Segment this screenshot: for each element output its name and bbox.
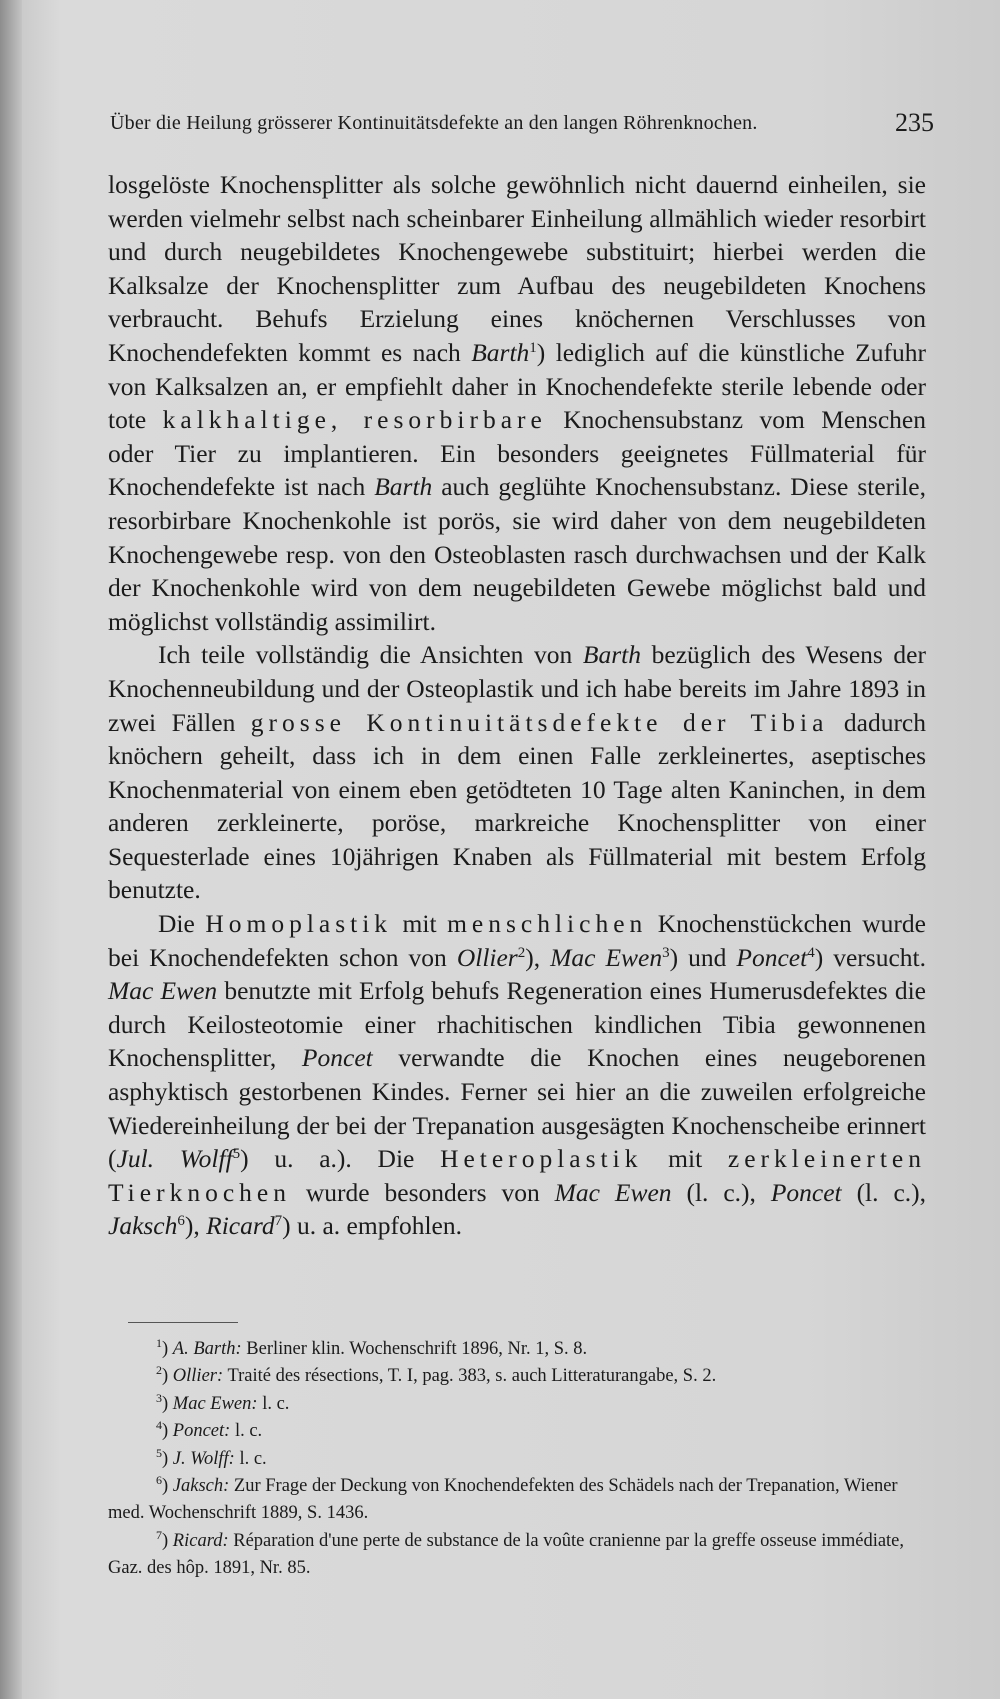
footnote-mark: 3 xyxy=(156,1390,162,1405)
emphasis-spaced: Heteroplastik xyxy=(440,1144,643,1174)
author-name: Poncet xyxy=(301,1043,373,1073)
author-name: Barth xyxy=(582,640,642,670)
binding-edge xyxy=(0,0,22,1699)
footnote-mark: 1 xyxy=(156,1336,162,1350)
text-run: (l. c.), xyxy=(841,1177,927,1207)
author-name: Mac Ewen xyxy=(550,942,663,972)
text-run: losgelöste Knochensplitter als solche gewöhnlich nicht dauernd einheilen, sie werden vielmehr selbst nach scheinbarer Einheilung allmählich wieder resorbirt und durch neugebildetes Knochengewebe substituirt; hierbei werden die Kalksalze der Knochensplitter zum Aufbau des neugebildeten Knochens verbraucht. Behufs Erzielung eines knöchernen Verschlusses von Knochendefekten kommt es nach xyxy=(108,170,926,367)
author-name: Barth xyxy=(471,337,530,367)
footnote-ref: 2 xyxy=(517,944,526,961)
page-number: 235 xyxy=(895,108,934,137)
paragraph-3 xyxy=(108,907,926,1243)
footnote-author: Mac Ewen: xyxy=(172,1393,258,1414)
text-run: ) versucht. xyxy=(814,942,926,972)
footnote-text: Traité des résections, T. I, pag. 383, s. auch Litteraturangabe, S. 2. xyxy=(223,1366,717,1387)
footnote-text: l. c. xyxy=(257,1393,290,1414)
text-run: bezüglich des Wesens der Knochenneubildung und der Osteoplastik und ich habe bereits im Jahre 1893 in zwei Fällen xyxy=(108,640,926,737)
text-run: Knochenstückchen wurde bei Knochendefekten schon von xyxy=(108,909,926,972)
text-run: Die xyxy=(158,909,206,939)
emphasis-spaced: kalkhaltige, resorbirbare xyxy=(162,405,547,435)
author-name: Ricard xyxy=(206,1211,275,1241)
text-run: wurde besonders von xyxy=(290,1177,555,1207)
footnote-ref: 1 xyxy=(529,339,537,356)
text-run: dadurch knöchern geheilt, dass ich in dem einen Falle zerkleinertes, aseptisches Knochenmaterial von einem eben getödteten 10 Tage alten Kaninchen, in dem anderen zerkleinerte, poröse, markreiche Knochensplitter von einer Sequesterlade eines 10jährigen Knaben als Füllmaterial mit bestem Erfolg benutzte. xyxy=(108,707,926,905)
text-run: auch geglühte Knochensubstanz. Diese sterile, resorbirbare Knochenkohle ist porös, sie wird daher von dem neugebildeten Knochengewebe resp. von den Osteoblasten rasch durchwachsen und der Kalk der Knochenkohle wird von dem neugebildeten Gewebe möglichst bald und möglichst vollständig assimilirt. xyxy=(108,472,926,636)
footnote-text: Réparation d'une perte de substance de la voûte cranienne par la greffe osseuse immédiate, Gaz. des hôp. 1891, Nr. 85. xyxy=(108,1530,905,1579)
text-run: benutzte mit Erfolg behufs Regeneration eines Humerusdefektes die durch Keilosteotomie einer rhachitischen kindlichen Tibia gewonnenen Knochensplitter, xyxy=(108,976,926,1073)
emphasis-spaced: Homoplastik xyxy=(205,909,393,939)
footnote-author: Ricard: xyxy=(172,1530,229,1551)
footnote-mark: 2 xyxy=(156,1363,162,1378)
author-name: Jul. Wolff xyxy=(116,1144,233,1174)
paragraph-1 xyxy=(108,168,926,638)
author-name: Jaksch xyxy=(108,1211,178,1241)
footnote-7: $^7$) Ricard: Réparation d'une perte de substance de la voûte cranienne par la greffe osseuse immédiate, Gaz. des hôp. 1891, Nr. 85. xyxy=(108,1527,905,1579)
footnote-ref: 6 xyxy=(177,1213,185,1230)
footnotes xyxy=(108,1336,926,1583)
author-name: Mac Ewen xyxy=(108,976,218,1006)
text-run: mit xyxy=(642,1144,728,1174)
text-run: Knochensubstanz vom Menschen oder Tier zu implantieren. Ein besonders geeignetes Füllmaterial für Knochendefekte ist nach xyxy=(108,405,926,502)
footnote-2: $^2$) Ollier: Traité des résections, T. I, pag. 383, s. auch Litteraturangabe, S. 2. xyxy=(156,1363,717,1387)
author-name: Barth xyxy=(374,472,433,502)
footnote-text: l. c. xyxy=(230,1421,263,1442)
footnote-mark: 4 xyxy=(156,1418,162,1433)
emphasis-spaced: menschlichen xyxy=(447,909,648,939)
footnote-6: $^6$) Jaksch: Zur Frage der Deckung von Knochendefekten des Schädels nach der Trepanation, Wiener med. Wochenschrift 1889, S. 1436. xyxy=(108,1473,898,1524)
text-run: Ich teile vollständig die Ansichten von xyxy=(158,640,583,670)
author-name: Poncet xyxy=(736,942,808,972)
footnote-mark: 7 xyxy=(156,1527,162,1542)
footnote-divider xyxy=(128,1322,238,1323)
footnote-author: Poncet: xyxy=(172,1421,231,1442)
footnote-text: Berliner klin. Wochenschrift 1896, Nr. 1, S. 8. xyxy=(241,1339,588,1359)
footnote-ref: 4 xyxy=(807,944,815,961)
author-name: Ollier xyxy=(456,942,518,972)
footnote-author: J. Wolff: xyxy=(172,1448,235,1469)
emphasis-spaced: zerkleinerten Tierknochen xyxy=(108,1144,926,1207)
footnote-mark: 6 xyxy=(156,1473,162,1488)
text-run: ), xyxy=(184,1211,207,1241)
text-run: mit xyxy=(392,909,448,939)
author-name: Mac Ewen xyxy=(554,1177,672,1207)
footnote-ref: 5 xyxy=(232,1146,241,1163)
footnote-1: $^1$) A. Barth: Berliner klin. Wochenschrift 1896, Nr. 1, S. 8. xyxy=(156,1336,588,1359)
footnote-text: l. c. xyxy=(234,1448,267,1469)
footnote-text: Zur Frage der Deckung von Knochendefekten des Schädels nach der Trepanation, Wiener med. Wochenschrift 1889, S. 1436. xyxy=(108,1476,898,1524)
paragraph-2 xyxy=(108,638,926,907)
footnote-ref: 3 xyxy=(662,944,670,961)
text-run: ) u. a.). Die xyxy=(240,1144,441,1174)
footnote-3: $^3$) Mac Ewen: l. c. xyxy=(156,1390,290,1414)
running-head: Über die Heilung grösserer Kontinuitätsdefekte an den langen Röhrenknochen. xyxy=(110,112,758,134)
footnote-mark: 5 xyxy=(156,1445,162,1460)
text-run: ) u. a. empfohlen. xyxy=(282,1211,462,1241)
text-run: (l. c.), xyxy=(671,1177,771,1207)
emphasis-spaced: grosse Kontinuitätsdefekte der Tibia xyxy=(250,707,829,737)
footnote-4: $^4$) Poncet: l. c. xyxy=(156,1418,263,1442)
author-name: Poncet xyxy=(770,1177,842,1207)
text-run: verwandte die Knochen eines neugeborenen asphyktisch gestorbenen Kindes. Ferner sei hier an die zuweilen erfolgreiche Wiedereinheilung der bei der Trepanation ausgesägten Knochenscheibe erinnert ( xyxy=(108,1043,926,1174)
footnote-author: Ollier: xyxy=(172,1366,224,1387)
footnote-author: Jaksch: xyxy=(172,1476,230,1497)
footnote-5: $^5$) J. Wolff: l. c. xyxy=(156,1445,267,1469)
footnote-ref: 7 xyxy=(274,1213,283,1230)
text-run: ) lediglich auf die künstliche Zufuhr von Kalksalzen an, er empfiehlt daher in Knochendefekte sterile lebende oder tote xyxy=(108,337,926,435)
body-text xyxy=(108,168,926,1243)
text-run: ) und xyxy=(669,942,737,972)
footnote-author: A. Barth: xyxy=(172,1339,242,1359)
page-header xyxy=(108,108,934,148)
text-run: ), xyxy=(525,942,551,972)
